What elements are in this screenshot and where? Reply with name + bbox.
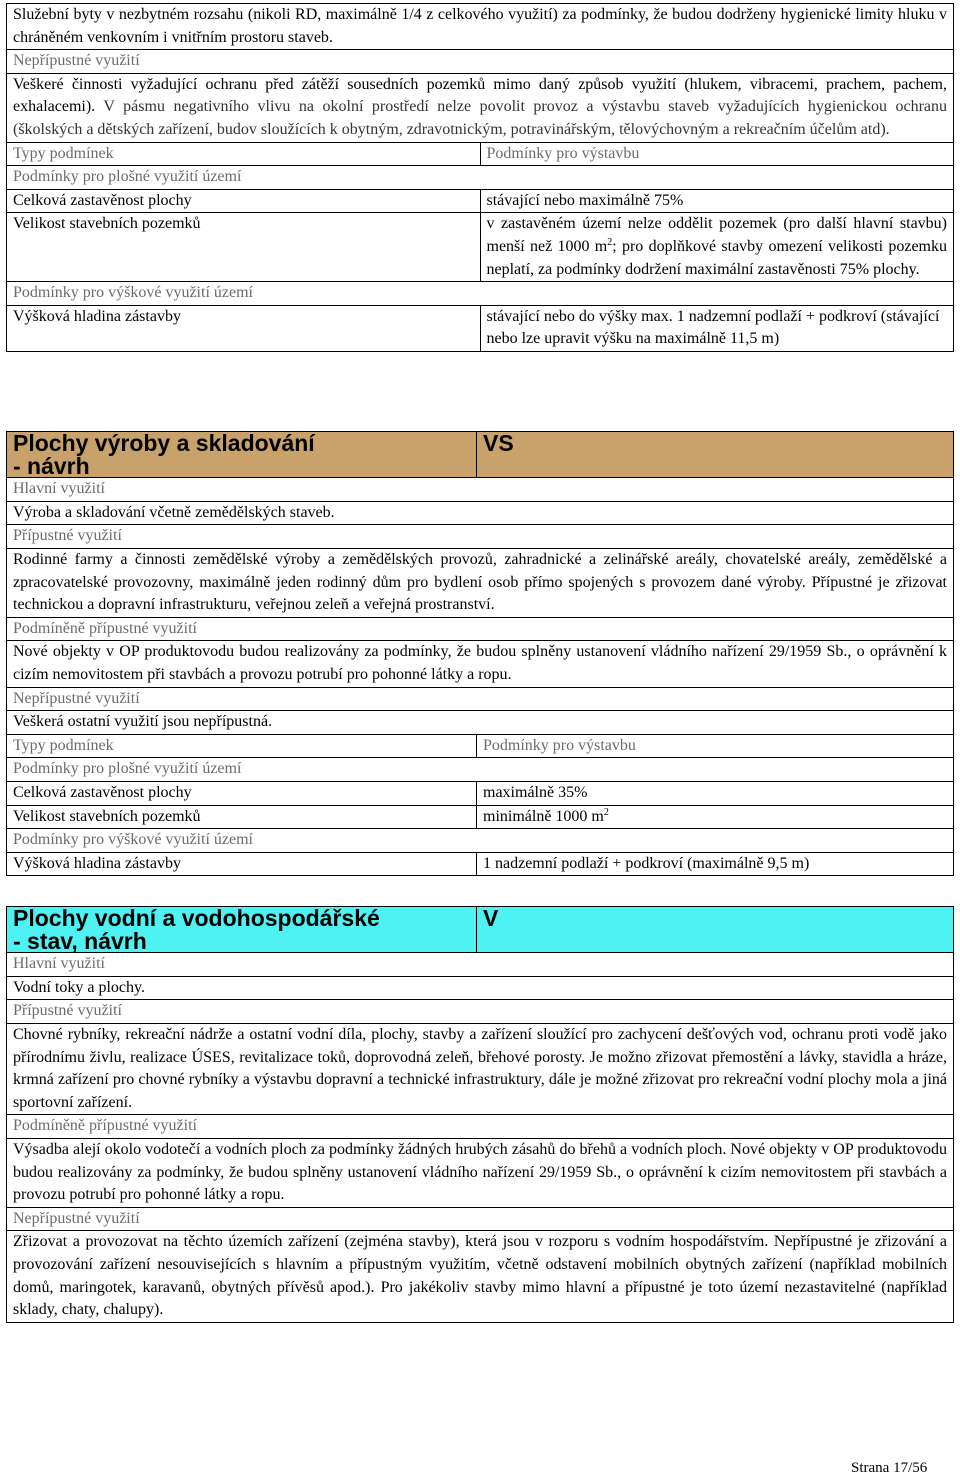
vs-zastavenost-label: Celková zastavěnost plochy: [7, 781, 477, 805]
v-neprip-label: Nepřípustné využití: [7, 1207, 954, 1231]
zastavenost-label: Celková zastavěnost plochy: [7, 189, 481, 213]
v-pripustne-label: Přípustné využití: [7, 1000, 954, 1024]
v-neprip-text: Zřizovat a provozovat na těchto územích zařízení (zejména stavby), která jsou v rozporu s vodním hospodářstvím. Nepřípustné je zřizování a provozování zařízení nesouvisejících s hlavním a přípustným využitím, včetně odstavení mobilních obytných zařízení (například mobilních domů, maringotek, karavanů, obytných přívěsů apod.). Pro jakékoliv stavby mimo hlavní a přípustné je toto území nezastavitelné (například sklady, chaty, chalupy).: [7, 1231, 954, 1322]
plosne-vyuziti-label: Podmínky pro plošné využití území: [7, 166, 954, 190]
vs-code: VS: [477, 432, 954, 478]
v-title: [7, 907, 477, 953]
velikost-value: [480, 213, 954, 282]
vs-vyska-label: Výšková hladina zástavby: [7, 852, 477, 876]
vs-velikost-value: [477, 805, 954, 829]
vs-hlavni-label: Hlavní využití: [7, 478, 954, 502]
neprip-label: Nepřípustné využití: [7, 50, 954, 74]
podminky-vystavba-label: Podmínky pro výstavbu: [480, 142, 954, 166]
top-section-table: [6, 3, 954, 352]
zastavenost-value: stávající nebo maximálně 75%: [480, 189, 954, 213]
v-hlavni-text: Vodní toky a plochy.: [7, 976, 954, 1000]
velikost-value-a: v zastavěném území nelze oddělit pozemek (pro další hlavní stavbu) menší než 1000 m: [486, 215, 947, 255]
typy-podminek-label: Typy podmínek: [7, 142, 481, 166]
velikost-value-sup: 2: [607, 236, 613, 248]
vs-plosne-label: Podmínky pro plošné využití území: [7, 758, 954, 782]
v-code: V: [477, 907, 954, 953]
velikost-label: Velikost stavebních pozemků: [7, 213, 481, 282]
v-hlavni-label: Hlavní využití: [7, 953, 954, 977]
v-title-line1: Plochy vodní a vodohospodářské: [13, 905, 380, 931]
v-title-line2: - stav, návrh: [13, 927, 147, 954]
vs-zastavenost-value: maximálně 35%: [477, 781, 954, 805]
vyska-value: stávající nebo do výšky max. 1 nadzemní podlaží + podkroví (stávající nebo lze upravit výšku na maximálně 11,5 m): [480, 305, 954, 351]
vs-podminky-vystavba: Podmínky pro výstavbu: [477, 734, 954, 758]
neprip-text-b: V pásmu negativního vlivu na okolní prostředí nelze povolit provoz a výstavbu staveb vyžadujících hygienickou ochranu (školských a dětských zařízení, budov sloužících k obytným, zdravotnickým, potravinářským, tělovýchovným a rekreačním účelům atd).: [13, 98, 948, 138]
v-podminene-text: Výsadba alejí okolo vodotečí a vodních ploch za podmínky žádných hrubých zásahů do břehů a vodních ploch. Nové objekty v OP produktovodu budou realizovány za podmínky, že budou splněny ustanovení vládního nařízení 29/1959 Sb., o oprávnění k cizím nemovitostem při stavbách a provozu potrubí pro pohonné látky a ropu.: [7, 1138, 954, 1207]
vs-velikost-sup: 2: [603, 806, 609, 818]
vs-vyska-value: 1 nadzemní podlaží + podkroví (maximálně 9,5 m): [477, 852, 954, 876]
vyska-label: Výšková hladina zástavby: [7, 305, 481, 351]
vs-section-table: [6, 431, 954, 876]
vs-typy-podminek: Typy podmínek: [7, 734, 477, 758]
sluzebni-byty-text: Služební byty v nezbytném rozsahu (nikoli RD, maximálně 1/4 z celkového využití) za podmínky, že budou dodrženy hygienické limity hluku v chráněném venkovním i vnitřním prostoru staveb.: [7, 4, 954, 50]
vs-neprip-text: Veškerá ostatní využití jsou nepřípustná.: [7, 711, 954, 735]
v-pripustne-text: Chovné rybníky, rekreační nádrže a ostatní vodní díla, plochy, stavby a zařízení sloužící pro zachycení dešťových vod, ochranu proti vodě jako přírodnímu živlu, realizace ÚSES, revitalizace toků, doprovodná zeleň, břehové porosty. Je možno zřizovat přemostění a lávky, stavidla a hráze, krmná zařízení pro chovné rybníky a výstavbu dopravní a technické infrastruktury, dále je možné zřizovat pro rekreační vodní plochy mola a jiná sportovní zařízení.: [7, 1023, 954, 1114]
vs-podminene-label: Podmíněně přípustné využití: [7, 617, 954, 641]
neprip-text: [7, 73, 954, 142]
vs-pripustne-text: Rodinné farmy a činnosti zemědělské výroby a zemědělských provozů, zahradnické a zelinářské areály, chovatelské areály, zemědělské a zpracovatelské provozovny, maximálně jeden rodinný dům pro bydlení osob přímo spojených s provozem dané výroby. Přípustné je zřizovat technickou a dopravní infrastrukturu, veřejnou zeleň a veřejná prostranství.: [7, 548, 954, 617]
vs-hlavni-text: Výroba a skladování včetně zemědělských staveb.: [7, 501, 954, 525]
vs-title: [7, 432, 477, 478]
vs-vyskove-label: Podmínky pro výškové využití území: [7, 829, 954, 853]
vs-velikost-label: Velikost stavebních pozemků: [7, 805, 477, 829]
vs-podminene-text: Nové objekty v OP produktovodu budou realizovány za podmínky, že budou splněny ustanovení vládního nařízení 29/1959 Sb., o oprávnění k cizím nemovitostem při stavbách a provozu potrubí pro pohonné látky a ropu.: [7, 641, 954, 687]
vs-title-line1: Plochy výroby a skladování: [13, 430, 315, 456]
v-podminene-label: Podmíněně přípustné využití: [7, 1115, 954, 1139]
neprip-text-a: Veškeré činnosti vyžadující ochranu před zátěží sousedních pozemků mimo daný způsob využití (hlukem, vibracemi, prachem, pachem, exhalacemi).: [13, 75, 947, 116]
vs-neprip-label: Nepřípustné využití: [7, 687, 954, 711]
velikost-value-b: ; pro doplňkové stavby omezení velikosti pozemku neplatí, za podmínky dodržení maximální zastavěnosti 75% plochy.: [486, 237, 947, 278]
vs-pripustne-label: Přípustné využití: [7, 525, 954, 549]
vs-velikost-value-text: minimálně 1000 m: [483, 807, 604, 825]
v-section-table: [6, 906, 954, 1323]
page-number: Strana 17/56: [851, 1460, 928, 1476]
vyskove-vyuziti-label: Podmínky pro výškové využití území: [7, 282, 954, 306]
vs-title-line2: - návrh: [13, 452, 90, 479]
